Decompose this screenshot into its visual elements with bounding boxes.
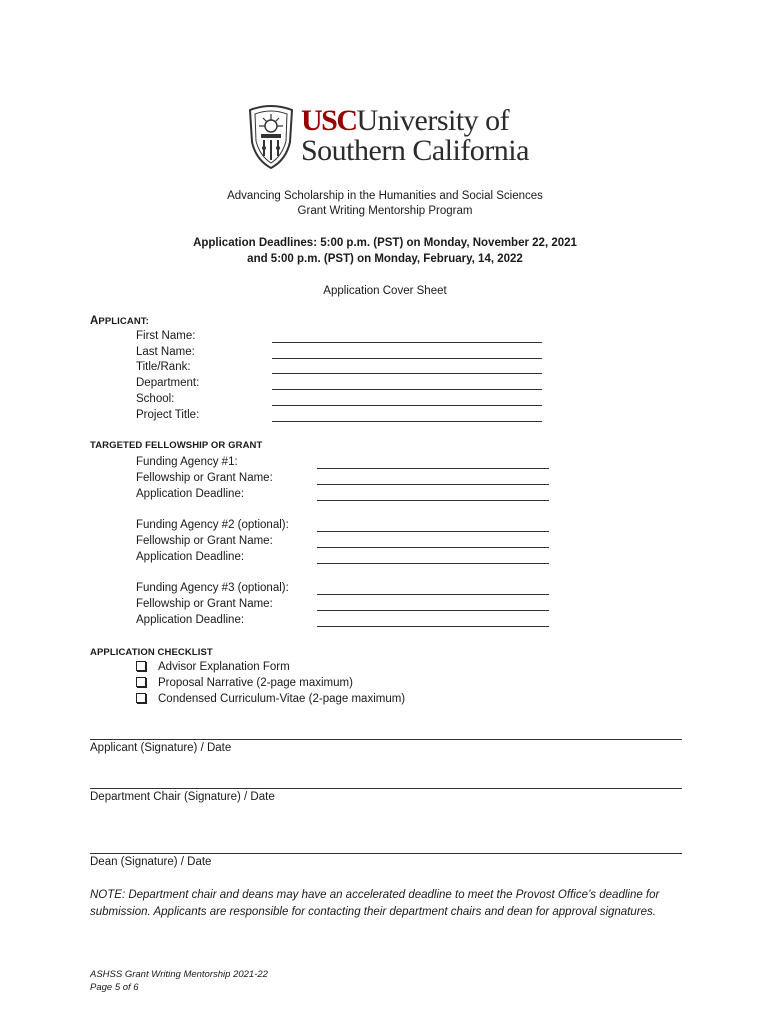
checkbox-icon[interactable] [136, 661, 146, 671]
project-title-label: Project Title: [136, 409, 200, 421]
applicant-signature-label: Applicant (Signature) / Date [90, 742, 232, 754]
checkbox-icon[interactable] [136, 677, 146, 687]
logo-wordmark [301, 106, 529, 166]
usc-logo [246, 104, 536, 170]
header-line1: Advancing Scholarship in the Humanities and Social Sciences [227, 190, 543, 202]
checkbox-icon[interactable] [136, 693, 146, 703]
logo-southern-california: Southern California [301, 134, 529, 167]
chair-signature-line[interactable] [90, 788, 682, 789]
school-label: School: [136, 393, 175, 405]
grant-name-1-label: Fellowship or Grant Name: [136, 472, 273, 484]
grant-name-1-field[interactable] [317, 484, 549, 485]
footer-program: ASHSS Grant Writing Mentorship 2021-22 [90, 969, 268, 980]
title-rank-label: Title/Rank: [136, 361, 191, 373]
first-name-field[interactable] [272, 342, 542, 343]
logo-usc: USC [301, 104, 357, 137]
footer-page-number: Page 5 of 6 [90, 982, 139, 993]
grant-name-2-label: Fellowship or Grant Name: [136, 535, 273, 547]
dean-signature-line[interactable] [90, 853, 682, 854]
funding-agency-3-label: Funding Agency #3 (optional): [136, 582, 289, 594]
funding-agency-2-label: Funding Agency #2 (optional): [136, 519, 289, 531]
deadline-line2: and 5:00 p.m. (PST) on Monday, February, 14, 2022 [247, 253, 523, 265]
app-deadline-2-label: Application Deadline: [136, 551, 245, 563]
checklist-item[interactable]: Condensed Curriculum-Vitae (2-page maximum) [136, 692, 405, 708]
first-name-label: First Name: [136, 330, 196, 342]
funding-agency-2-field[interactable] [317, 531, 549, 532]
applicant-signature-line[interactable] [90, 739, 682, 740]
applicant-heading: APPLICANT: [90, 315, 149, 327]
header-line2: Grant Writing Mentorship Program [297, 205, 473, 217]
project-title-field[interactable] [272, 421, 542, 422]
note-paragraph: NOTE: Department chair and deans may have an accelerated deadline to meet the Provost Office’s deadline for submission. Applicants are responsible for contacting their department chairs and dean for approval signatures. [90, 889, 660, 918]
chair-signature-label: Department Chair (Signature) / Date [90, 791, 275, 803]
logo-university-of: University of [356, 104, 510, 137]
funding-agency-1-field[interactable] [317, 468, 549, 469]
app-deadline-3-label: Application Deadline: [136, 614, 245, 626]
last-name-field[interactable] [272, 358, 542, 359]
app-deadline-1-field[interactable] [317, 500, 549, 501]
title-rank-field[interactable] [272, 373, 542, 374]
checklist-item[interactable]: Proposal Narrative (2-page maximum) [136, 676, 353, 692]
grant-name-3-field[interactable] [317, 610, 549, 611]
checklist-item[interactable]: Advisor Explanation Form [136, 660, 290, 676]
dean-signature-label: Dean (Signature) / Date [90, 856, 212, 868]
department-field[interactable] [272, 389, 542, 390]
last-name-label: Last Name: [136, 346, 195, 358]
app-deadline-3-field[interactable] [317, 626, 549, 627]
checklist-heading: APPLICATION CHECKLIST [90, 647, 213, 658]
usc-seal-icon [246, 104, 296, 170]
cover-sheet-title: Application Cover Sheet [323, 285, 447, 297]
department-label: Department: [136, 377, 200, 389]
funding-agency-3-field[interactable] [317, 594, 549, 595]
funding-agency-1-label: Funding Agency #1: [136, 456, 238, 468]
targeted-heading: TARGETED FELLOWSHIP OR GRANT [90, 440, 263, 451]
app-deadline-1-label: Application Deadline: [136, 488, 245, 500]
grant-name-2-field[interactable] [317, 547, 549, 548]
school-field[interactable] [272, 405, 542, 406]
deadline-line1: Application Deadlines: 5:00 p.m. (PST) on Monday, November 22, 2021 [193, 237, 577, 249]
grant-name-3-label: Fellowship or Grant Name: [136, 598, 273, 610]
app-deadline-2-field[interactable] [317, 563, 549, 564]
